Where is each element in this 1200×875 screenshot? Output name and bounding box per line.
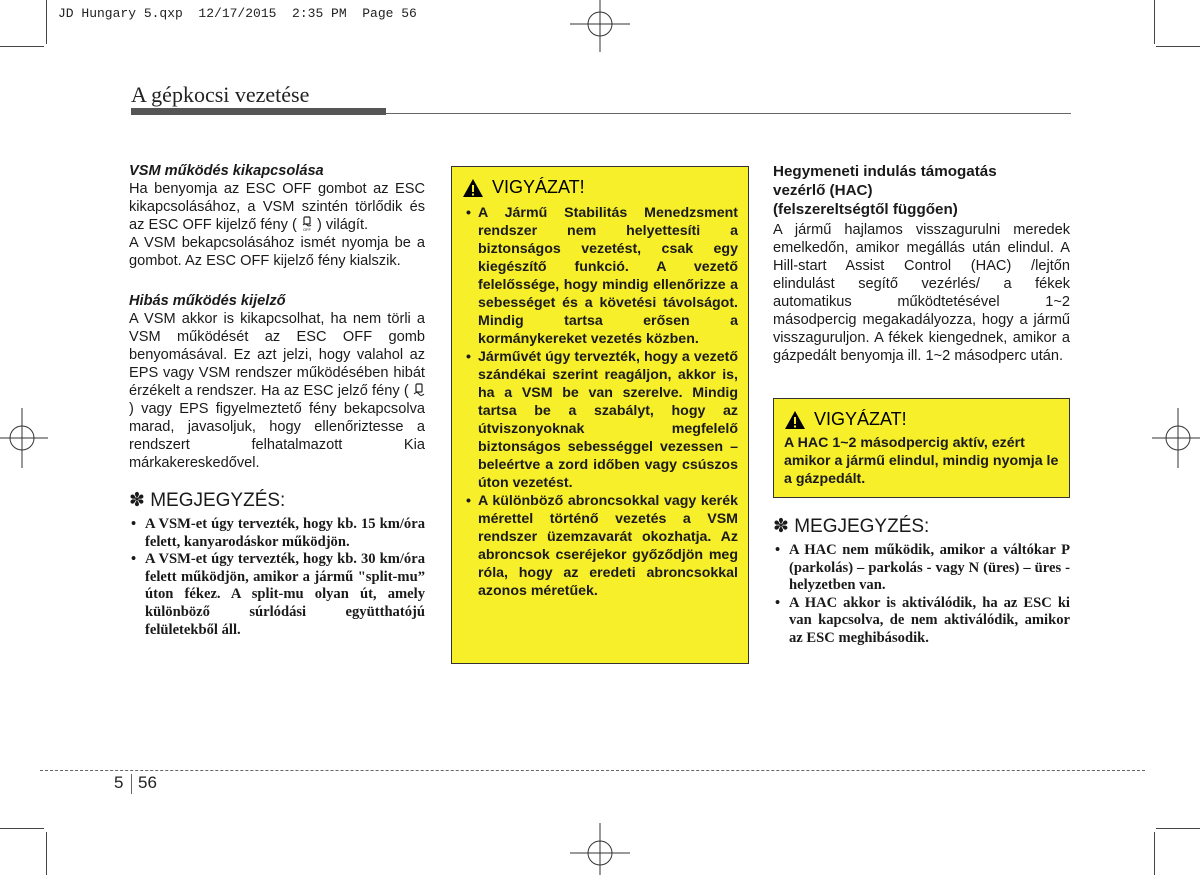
warning-triangle-icon [784, 410, 806, 430]
registration-target-icon [570, 823, 630, 875]
esc-off-indicator-icon [301, 216, 313, 232]
list-item: • Járművét úgy tervezték, hogy a vezető szándékai szerint reagáljon, akkor is, ha a VSM be van szerelve. Mindig tartsa be a szabályt, hogy az útviszonyoknak megfelelő biztonságos sebességgel vezessen – beleértve a zord időben vagy csúszos úton vezetést. [462, 348, 738, 492]
title-rule [131, 108, 386, 115]
hac-heading-line-3: (felszereltségtől függően) [773, 201, 958, 218]
note-list [773, 542, 1070, 648]
hac-paragraph: A jármű hajlamos visszagurulni meredek emelkedőn, amikor megállás után elindul. A Hill-start Assist Control (HAC) /lejtőn elindulást segítő vezérlés/ a fékek automatikus működtetésével 1~2 másodpercig megakadályozza, hogy a jármű visszaguruljon. A fékek kiengednek, amikor a gázpedált benyomja ill. 1~2 másodperc után. [773, 222, 1070, 364]
fault-heading: Hibás működés kijelző [129, 293, 286, 309]
registration-target-icon [1152, 408, 1200, 468]
list-item: • A VSM-et úgy tervezték, hogy kb. 30 km/óra felett működjön, amikor a jármű "split-mu” úton fékez. A split-mu olyan út, amely különböző súrlódási együtthatójú felületekből áll. [129, 551, 425, 639]
vsm-off-text-b: ) világít. [317, 217, 369, 233]
right-column [773, 162, 1070, 365]
warning-heading [784, 409, 1059, 430]
note-star-icon: ✽ [773, 516, 789, 537]
warning-list [462, 204, 738, 600]
chapter-number: 5 [114, 773, 124, 792]
note-heading [773, 516, 1070, 538]
hac-warning-text: A HAC 1~2 másodpercig aktív, ezért amikor a jármű elindul, mindig nyomja le a gázpedált. [784, 435, 1059, 487]
title-rule-line [386, 113, 1071, 114]
vsm-warning-box [451, 166, 749, 664]
warning-triangle-icon [462, 178, 484, 198]
vsm-off-paragraph [129, 180, 425, 234]
note-list [129, 516, 425, 639]
hac-heading [773, 162, 1070, 219]
hac-heading-line-2: vezérlő (HAC) [773, 182, 873, 199]
note-star-icon: ✽ [129, 490, 145, 511]
print-slug: JD Hungary 5.qxp 12/17/2015 2:35 PM Page 56 [58, 6, 417, 21]
warning-title: VIGYÁZAT! [814, 409, 907, 429]
fault-text-a: A VSM akkor is kikapcsolhat, ha nem törli a VSM működését az ESC OFF gomb benyomásával. Ez azt jelzi, hogy valahol az EPS vagy VSM rendszer működésében hibát érzékelt a rendszer. Ha az ESC jelző fény ( [129, 311, 425, 399]
registration-target-icon [0, 408, 48, 468]
note-heading [129, 490, 425, 512]
vsm-off-heading: VSM működés kikapcsolása [129, 163, 324, 179]
warning-title: VIGYÁZAT! [492, 177, 585, 197]
fault-paragraph [129, 310, 425, 472]
list-item: • A Jármű Stabilitás Menedzsment rendszer nem helyettesíti a biztonságos vezetést, csak egy kiegészítő funkció. A vezető felelőssége, hogy mindig ellenőrizze a sebességet és a követési távolságot. Mindig tartsa erősen a kormánykereket vezetés közben. [462, 204, 738, 348]
list-item: • A különböző abroncsokkal vagy kerék mérettel történő vezetés a VSM rendszer üzemzavarát okozhatja. Az abroncsok cseréjekor győződjön meg róla, hogy az eredeti abroncsokkal azonos méretűek. [462, 492, 738, 600]
hac-warning-box [773, 398, 1070, 498]
registration-target-icon [570, 0, 630, 52]
warning-heading [462, 177, 738, 198]
vsm-on-paragraph: A VSM bekapcsolásához ismét nyomja be a gombot. Az ESC OFF kijelző fény kialszik. [129, 235, 425, 269]
svg-text:OFF: OFF [302, 227, 311, 232]
left-note [129, 490, 425, 639]
list-item: • A HAC akkor is aktiválódik, ha az ESC ki van kapcsolva, de nem aktiválódik, amikor az ESC meghibásodik. [773, 595, 1070, 648]
footer-rule [40, 770, 1145, 771]
note-title: MEGJEGYZÉS: [794, 516, 930, 537]
note-title: MEGJEGYZÉS: [150, 490, 286, 511]
section-title: A gépkocsi vezetése [131, 82, 310, 107]
right-note [773, 516, 1070, 648]
fault-text-b: ) vagy EPS figyelmeztető fény bekapcsolva marad, javasoljuk, hogy ellenőriztesse a rendszert felhatalmazott Kia márkakereskedővel. [129, 401, 425, 471]
hac-heading-line-1: Hegymeneti indulás támogatás [773, 163, 997, 180]
left-column [129, 162, 425, 639]
list-item: • A VSM-et úgy tervezték, hogy kb. 15 km/óra felett, kanyarodáskor működjön. [129, 516, 425, 551]
page-number-divider [131, 774, 132, 794]
vsm-off-text-a: Ha benyomja az ESC OFF gombot az ESC kikapcsolásához, a VSM szintén törlődik és az ESC OFF kijelző fény ( [129, 181, 425, 233]
esc-indicator-icon [413, 382, 425, 398]
list-item: • A HAC nem működik, amikor a váltókar P (parkolás) – parkolás - vagy N (üres) – üres -helyzetben van. [773, 542, 1070, 595]
page-number: 56 [138, 773, 157, 792]
